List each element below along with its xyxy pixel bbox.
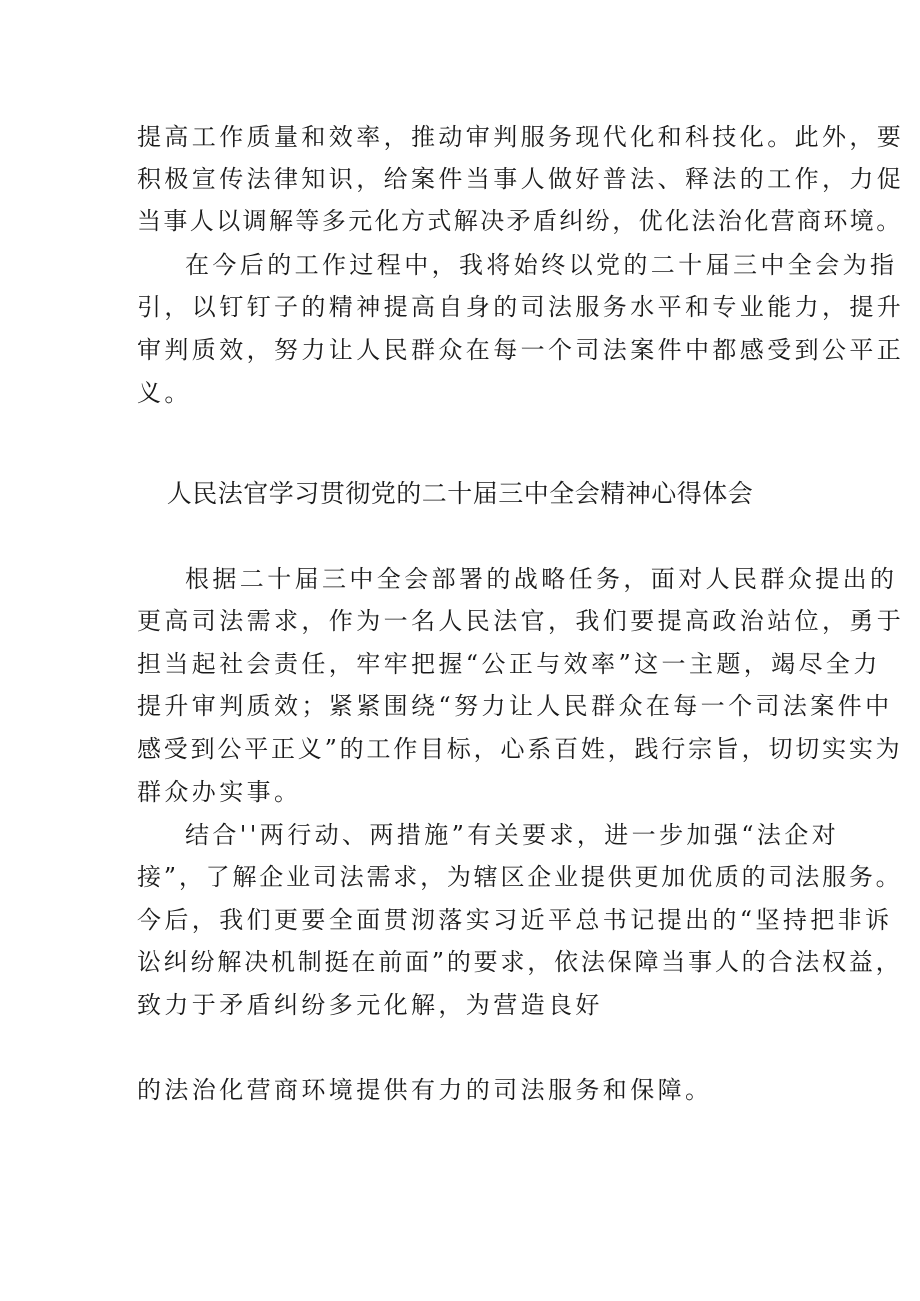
text-line: 审判质效，努力让人民群众在每一个司法案件中都感受到公平正 bbox=[137, 336, 905, 364]
text-line: 引，以钉钉子的精神提高自身的司法服务水平和专业能力，提升 bbox=[137, 293, 905, 321]
text-line: 义。 bbox=[137, 379, 192, 407]
text-line: 感受到公平正义”的工作目标，心系百姓，践行宗旨，切切实实为 bbox=[137, 735, 903, 763]
text-line: 提高工作质量和效率，推动审判服务现代化和科技化。此外，要 bbox=[137, 123, 905, 151]
text-line: 当事人以调解等多元化方式解决矛盾纠纷，优化法治化营商环境。 bbox=[137, 207, 903, 235]
text-line: 今后，我们更要全面贯沏落实习近平总书记提出的“坚持把非诉 bbox=[137, 906, 893, 934]
text-line: 结合''两行动、两措施”有关要求，进一步加强“法企对 bbox=[185, 821, 840, 849]
text-line: 致力于矛盾纠纷多元化解，为营造良好 bbox=[137, 991, 603, 1019]
text-line: 接”，了解企业司法需求，为辖区企业提供更加优质的司法服务。 bbox=[137, 863, 903, 891]
text-line: 担当起社会责任，牢牢把握“公正与效率”这一主题，竭尽全力 bbox=[137, 650, 881, 678]
text-line: 讼纠纷解决机制挺在前面”的要求，依法保障当事人的合法权益， bbox=[137, 948, 903, 976]
article-title: 人民法官学习贯彻党的二十届三中全会精神心得体会 bbox=[166, 479, 754, 508]
article-paragraph-2-continued: 的法治化营商环境提供有力的司法服务和保障。 bbox=[137, 1076, 713, 1104]
text-line: 在今后的工作过程中，我将始终以党的二十届三中全会为指 bbox=[185, 251, 898, 279]
text-line: 积极宣传法律知识，给案件当事人做好普法、释法的工作，力促 bbox=[137, 165, 905, 193]
text-line: 根据二十届三中全会部署的战略任务，面对人民群众提出的 bbox=[185, 565, 898, 593]
text-line: 群众办实事。 bbox=[137, 778, 302, 806]
text-line: 更高司法需求，作为一名人民法官，我们要提高政治站位，勇于 bbox=[137, 607, 905, 635]
text-line: 提升审判质效；紧紧围绕“努力让人民群众在每一个司法案件中 bbox=[137, 692, 893, 720]
